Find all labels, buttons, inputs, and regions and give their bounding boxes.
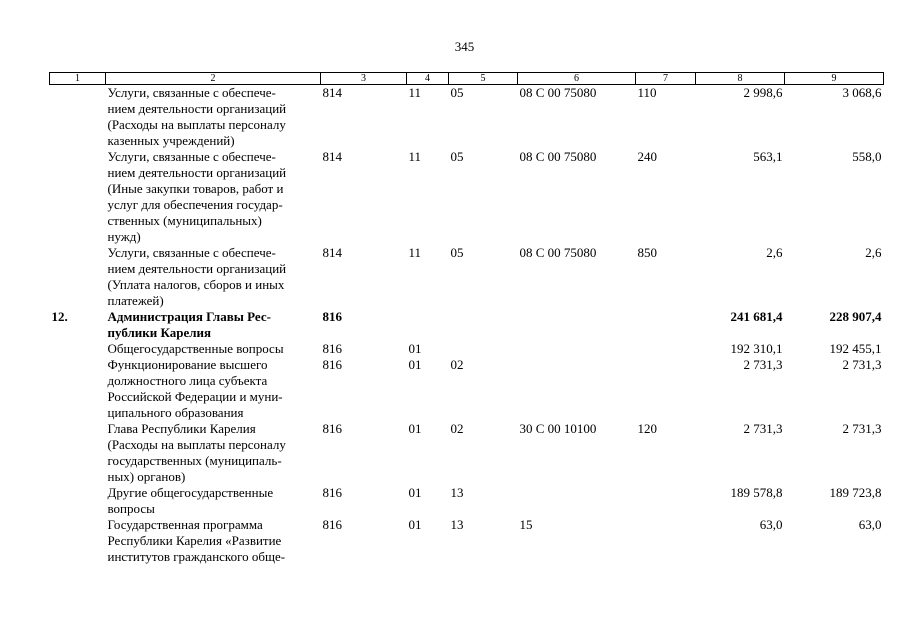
section-cell: 01 — [408, 517, 422, 532]
subsection-cell: 05 — [450, 149, 464, 164]
section-cell: 11 — [408, 85, 422, 100]
row-name-cell — [106, 357, 321, 421]
sum-year2-cell: 2 731,3 — [842, 421, 882, 436]
row-name-cell — [106, 517, 321, 565]
ministry-code-cell: 816 — [322, 421, 342, 436]
sum-year2-cell: 558,0 — [852, 149, 882, 164]
section-cell: 01 — [408, 485, 422, 500]
row-number-cell — [50, 485, 106, 517]
row-name-line: нием деятельности организаций — [107, 101, 287, 116]
table-row — [50, 421, 884, 485]
column-header: 6 — [518, 73, 636, 85]
sum-year2-cell: 2,6 — [865, 245, 882, 260]
row-name-line: ственных (муниципальных) — [107, 213, 262, 228]
ministry-code-cell: 814 — [322, 149, 342, 164]
ministry-code-cell: 814 — [322, 85, 342, 100]
sum-year1-cell: 189 578,8 — [730, 485, 783, 500]
row-name-line: государственных (муниципаль- — [107, 453, 282, 468]
expense-type-cell — [636, 309, 696, 341]
row-number-cell — [50, 149, 106, 245]
target-item-cell: 08 С 00 75080 — [519, 149, 597, 164]
row-number-cell — [50, 245, 106, 309]
row-name-line: (Уплата налогов, сборов и иных — [107, 277, 285, 292]
target-item-cell — [518, 485, 636, 517]
row-name-line: Услуги, связанные с обеспече- — [107, 245, 276, 260]
target-item-cell — [518, 341, 636, 357]
table-row — [50, 149, 884, 245]
table-row — [50, 309, 884, 341]
sum-year1-cell: 2 731,3 — [743, 357, 783, 372]
section-cell: 11 — [408, 149, 422, 164]
expense-type-cell: 110 — [637, 85, 657, 100]
table-body — [50, 85, 884, 566]
row-name-cell — [106, 85, 321, 150]
row-name-line: (Расходы на выплаты персоналу — [107, 117, 286, 132]
row-name-line: нием деятельности организаций — [107, 165, 287, 180]
section-cell — [407, 309, 449, 341]
row-name-line: нужд) — [107, 229, 141, 244]
row-name-cell — [106, 485, 321, 517]
section-cell: 01 — [408, 341, 422, 356]
row-name-line: Другие общегосударственные — [107, 485, 274, 500]
sum-year2-cell: 189 723,8 — [829, 485, 882, 500]
row-name-line: Общегосударственные вопросы — [107, 341, 284, 356]
sum-year1-cell: 241 681,4 — [730, 309, 783, 324]
ministry-code-cell: 816 — [322, 517, 342, 532]
expense-type-cell: 850 — [637, 245, 657, 260]
row-name-line: нием деятельности организаций — [107, 261, 287, 276]
row-name-cell — [106, 421, 321, 485]
expense-type-cell — [636, 517, 696, 565]
row-name-cell — [106, 309, 321, 341]
expense-type-cell: 240 — [637, 149, 657, 164]
row-name-cell — [106, 341, 321, 357]
subsection-cell: 05 — [450, 85, 464, 100]
row-number-cell — [50, 341, 106, 357]
expense-type-cell: 120 — [637, 421, 657, 436]
table-row — [50, 485, 884, 517]
row-name-line: Республики Карелия «Развитие — [107, 533, 282, 548]
sum-year2-cell: 63,0 — [858, 517, 882, 532]
target-item-cell: 08 С 00 75080 — [519, 245, 597, 260]
sum-year1-cell: 2 731,3 — [743, 421, 783, 436]
row-name-line: Администрация Главы Рес- — [107, 309, 271, 324]
subsection-cell: 05 — [450, 245, 464, 260]
row-name-line: ных) органов) — [107, 469, 186, 484]
sum-year1-cell: 563,1 — [753, 149, 783, 164]
column-header: 9 — [785, 73, 884, 85]
subsection-cell: 13 — [450, 485, 464, 500]
expense-type-cell — [636, 357, 696, 421]
sum-year1-cell: 63,0 — [759, 517, 783, 532]
ministry-code-cell: 816 — [322, 357, 342, 372]
column-header: 8 — [696, 73, 785, 85]
subsection-cell: 02 — [450, 357, 464, 372]
sum-year1-cell: 192 310,1 — [730, 341, 783, 356]
column-header: 4 — [407, 73, 449, 85]
column-header: 2 — [106, 73, 321, 85]
table-row — [50, 85, 884, 150]
row-name-line: должностного лица субъекта — [107, 373, 268, 388]
subsection-cell: 02 — [450, 421, 464, 436]
expense-type-cell — [636, 341, 696, 357]
section-cell: 11 — [408, 245, 422, 260]
row-number-cell — [50, 357, 106, 421]
row-name-line: (Иные закупки товаров, работ и — [107, 181, 284, 196]
row-name-line: казенных учреждений) — [107, 133, 235, 148]
row-name-line: институтов гражданского обще- — [107, 549, 286, 564]
ministry-code-cell: 816 — [322, 341, 342, 356]
section-cell: 01 — [408, 357, 422, 372]
sum-year1-cell: 2 998,6 — [743, 85, 783, 100]
row-name-line: публики Карелия — [107, 325, 212, 340]
sum-year2-cell: 192 455,1 — [829, 341, 882, 356]
row-name-cell — [106, 149, 321, 245]
row-name-line: платежей) — [107, 293, 164, 308]
column-header: 3 — [321, 73, 407, 85]
sum-year1-cell: 2,6 — [766, 245, 783, 260]
row-number-cell — [50, 85, 106, 150]
row-name-line: Государственная программа — [107, 517, 263, 532]
target-item-cell: 15 — [519, 517, 533, 532]
row-number-cell — [50, 517, 106, 565]
row-name-line: (Расходы на выплаты персоналу — [107, 437, 286, 452]
target-item-cell — [518, 357, 636, 421]
column-header: 5 — [449, 73, 518, 85]
column-header: 1 — [50, 73, 106, 85]
target-item-cell — [518, 309, 636, 341]
target-item-cell: 30 С 00 10100 — [519, 421, 597, 436]
ministry-code-cell: 816 — [322, 485, 342, 500]
column-header: 7 — [636, 73, 696, 85]
section-cell: 01 — [408, 421, 422, 436]
row-name-line: Услуги, связанные с обеспече- — [107, 85, 276, 100]
row-name-line: услуг для обеспечения государ- — [107, 197, 283, 212]
table-row — [50, 245, 884, 309]
ministry-code-cell: 816 — [322, 309, 342, 324]
sum-year2-cell: 3 068,6 — [842, 85, 882, 100]
subsection-cell — [449, 341, 518, 357]
table-row — [50, 341, 884, 357]
budget-table — [49, 72, 884, 565]
subsection-cell: 13 — [450, 517, 464, 532]
ministry-code-cell: 814 — [322, 245, 342, 260]
row-name-cell — [106, 245, 321, 309]
table-row — [50, 517, 884, 565]
sum-year2-cell: 228 907,4 — [829, 309, 882, 324]
column-number-header-row — [50, 73, 884, 85]
row-number-cell — [50, 421, 106, 485]
row-name-line: Российской Федерации и муни- — [107, 389, 283, 404]
expense-type-cell — [636, 485, 696, 517]
row-name-line: ципального образования — [107, 405, 244, 420]
page-number: 345 — [454, 39, 475, 54]
row-name-line: Глава Республики Карелия — [107, 421, 256, 436]
target-item-cell: 08 С 00 75080 — [519, 85, 597, 100]
row-number-cell: 12. — [51, 309, 68, 324]
subsection-cell — [449, 309, 518, 341]
row-name-line: Функционирование высшего — [107, 357, 268, 372]
sum-year2-cell: 2 731,3 — [842, 357, 882, 372]
row-name-line: Услуги, связанные с обеспече- — [107, 149, 276, 164]
table-row — [50, 357, 884, 421]
row-name-line: вопросы — [107, 501, 155, 516]
